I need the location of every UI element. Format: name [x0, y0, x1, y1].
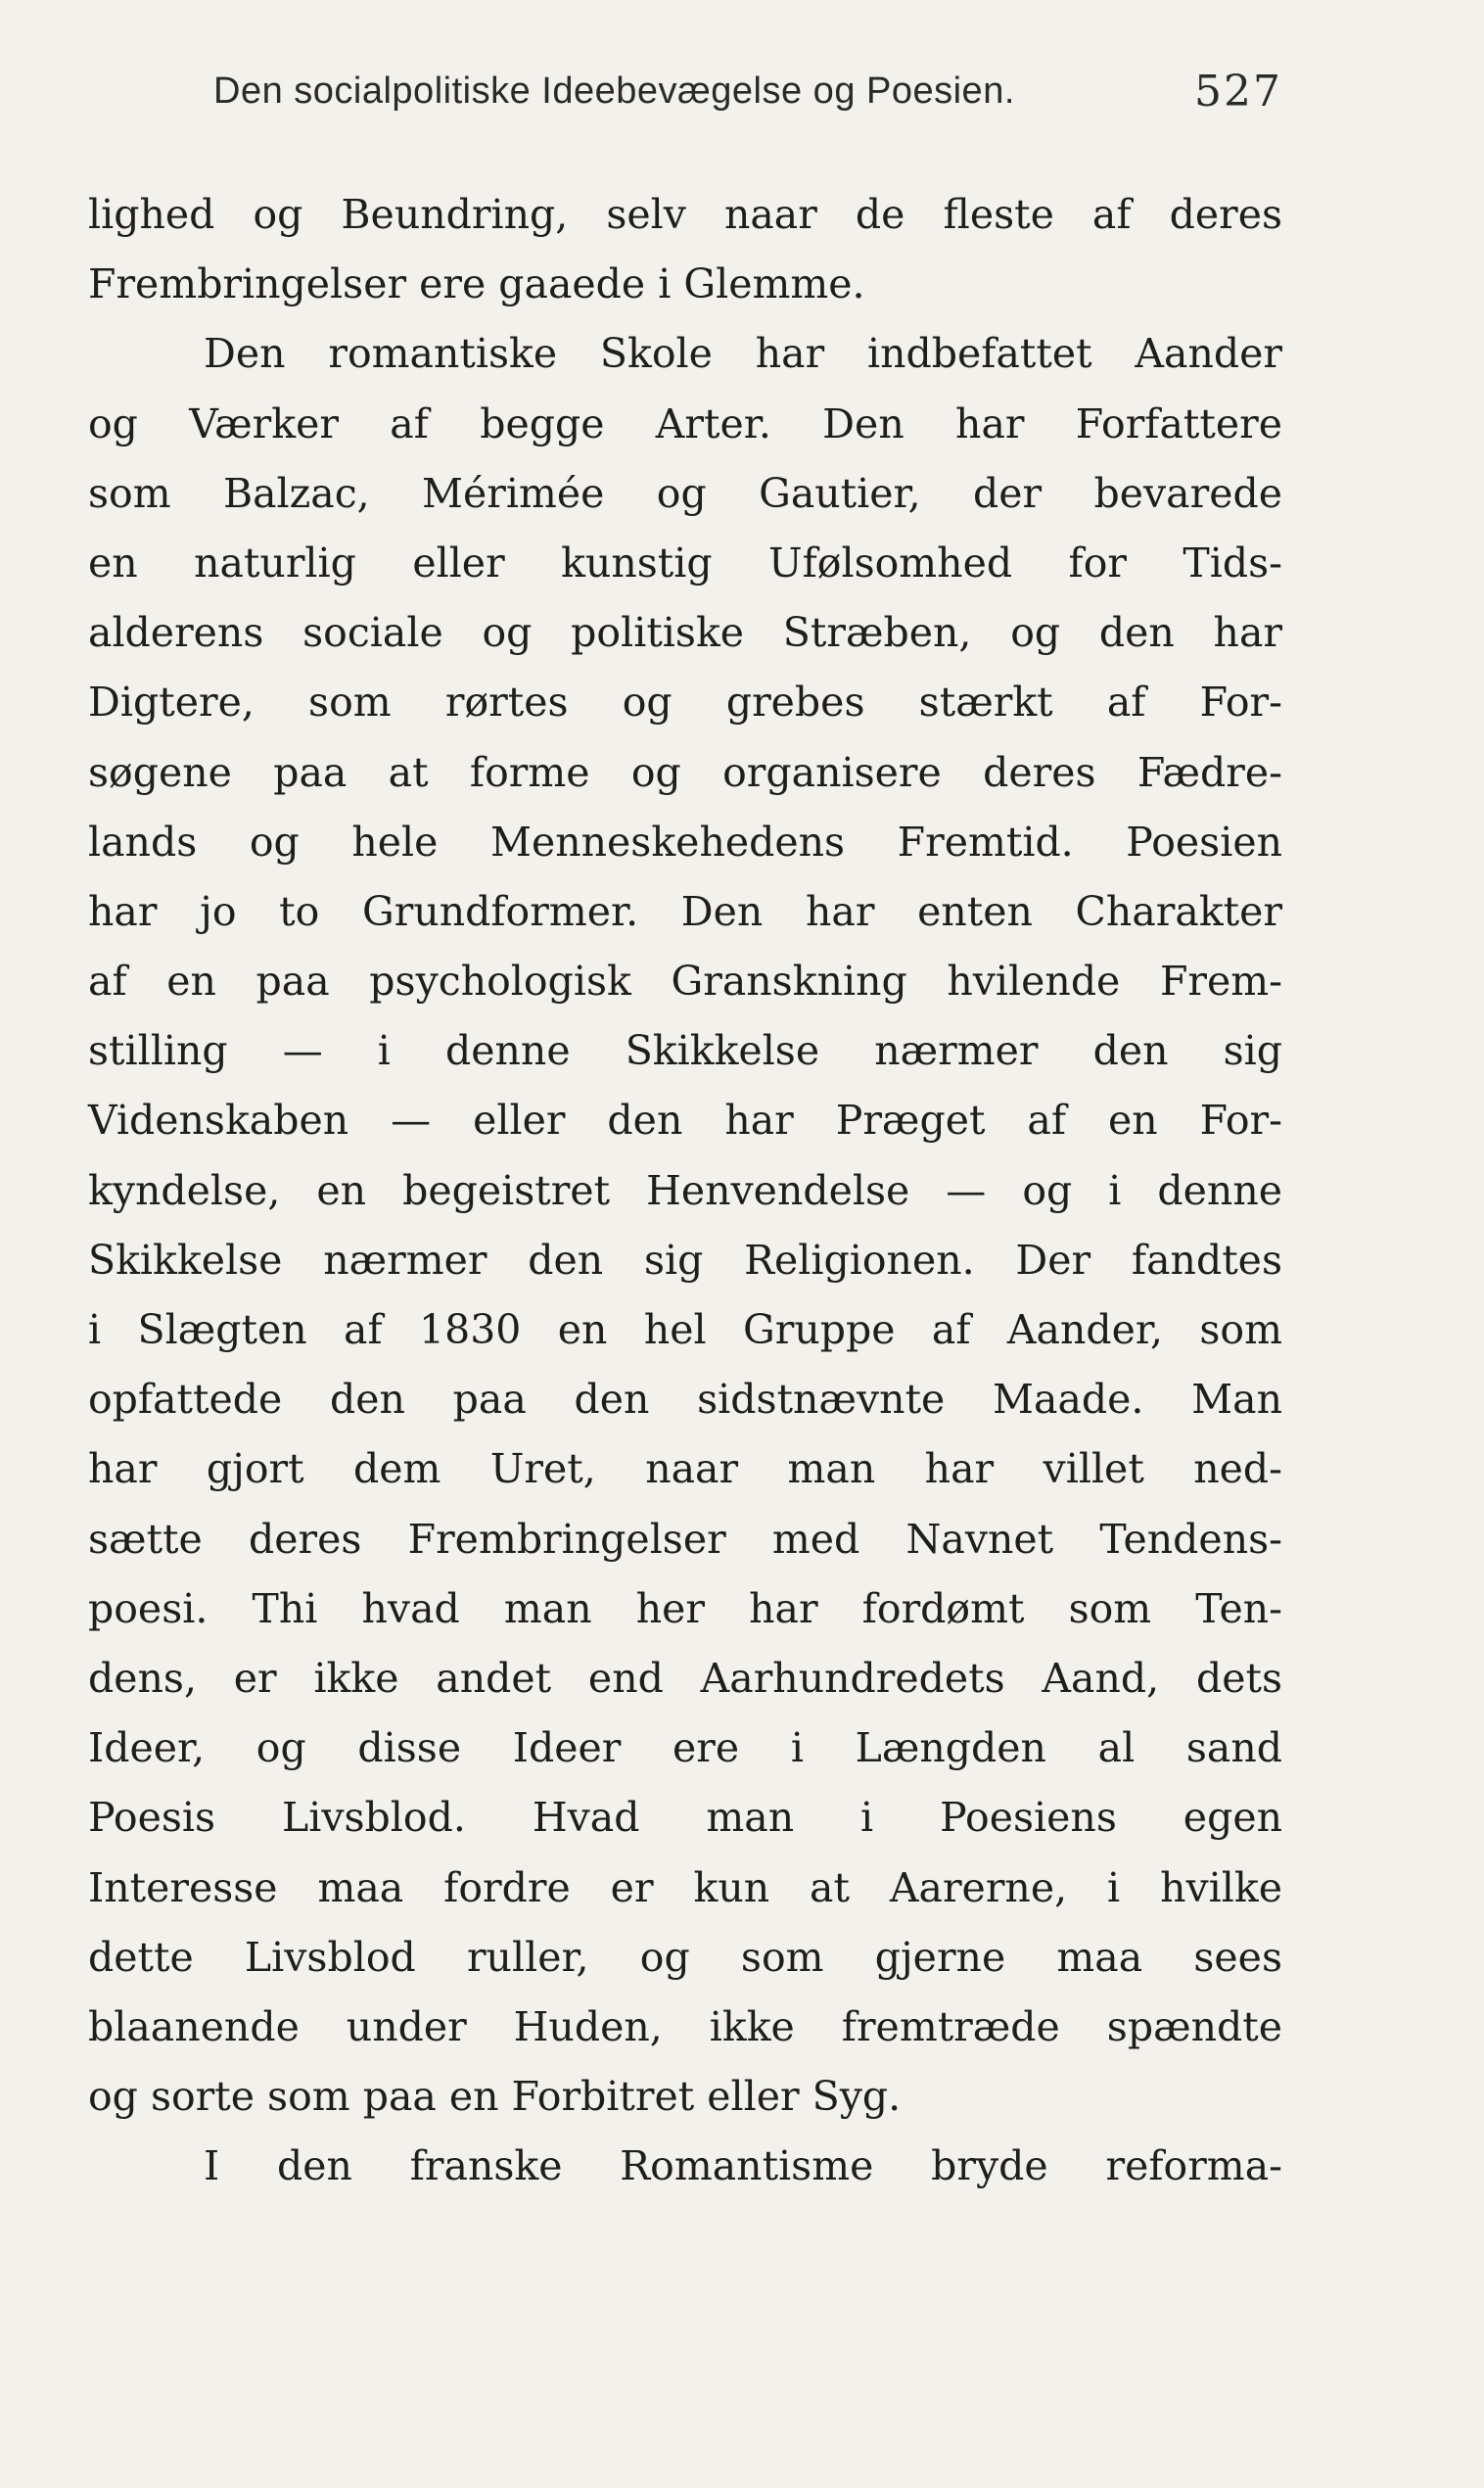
text-line: poesi. Thi hvad man her har fordømt som Ten-: [88, 1584, 1282, 1632]
text-line: stilling — i denne Skikkelse nærmer den sig: [88, 1027, 1282, 1075]
text-line: alderens sociale og politiske Stræben, og den har: [88, 609, 1282, 657]
body-text: [88, 180, 1282, 2201]
text-line: en naturlig eller kunstig Ufølsomhed for Tids-: [88, 539, 1282, 587]
text-line: Skikkelse nærmer den sig Religionen. Der fandtes: [88, 1236, 1282, 1284]
text-line: søgene paa at forme og organisere deres Fædre-: [88, 748, 1282, 796]
running-title: Den socialpolitiske Ideebevægelse og Poesien.: [213, 70, 1015, 112]
text-line: Digtere, som rørtes og grebes stærkt af For-: [88, 679, 1282, 727]
text-line: som Balzac, Mérimée og Gautier, der bevarede: [88, 469, 1282, 517]
text-line: Interesse maa fordre er kun at Aarerne, i hvilke: [88, 1863, 1282, 1911]
text-line: af en paa psychologisk Granskning hvilende Frem-: [88, 958, 1282, 1006]
text-line: har jo to Grundformer. Den har enten Charakter: [88, 887, 1282, 935]
text-line: i Slægten af 1830 en hel Gruppe af Aander, som: [88, 1306, 1282, 1353]
text-line: Ideer, og disse Ideer ere i Længden al sand: [88, 1724, 1282, 1772]
text-line: Den romantiske Skole har indbefattet Aander: [204, 330, 1282, 378]
text-line: dens, er ikke andet end Aarhundredets Aand, dets: [88, 1654, 1282, 1702]
text-line: sætte deres Frembringelser med Navnet Tendens-: [88, 1515, 1282, 1563]
text-line: og Værker af begge Arter. Den har Forfattere: [88, 399, 1282, 447]
text-line: har gjort dem Uret, naar man har villet ned-: [88, 1445, 1282, 1493]
text-line: lands og hele Menneskehedens Fremtid. Poesien: [88, 818, 1282, 866]
text-line: lighed og Beundring, selv naar de fleste af deres: [88, 191, 1282, 238]
text-line: Videnskaben — eller den har Præget af en For-: [88, 1097, 1282, 1145]
text-line: Poesis Livsblod. Hvad man i Poesiens egen: [88, 1794, 1282, 1842]
page-number: 527: [1194, 67, 1282, 117]
running-head: [213, 67, 1282, 129]
text-line: opfattede den paa den sidstnævnte Maade. Man: [88, 1376, 1282, 1424]
text-line: kyndelse, en begeistret Henvendelse — og i denne: [88, 1166, 1282, 1214]
text-line: I den franske Romantisme bryde reforma-: [204, 2142, 1282, 2190]
text-line: Frembringelser ere gaaede i Glemme.: [88, 260, 865, 308]
text-line: blaanende under Huden, ikke fremtræde spændte: [88, 2002, 1282, 2050]
text-line: dette Livsblod ruller, og som gjerne maa sees: [88, 1933, 1282, 1981]
text-line: og sorte som paa en Forbitret eller Syg.: [88, 2073, 902, 2121]
